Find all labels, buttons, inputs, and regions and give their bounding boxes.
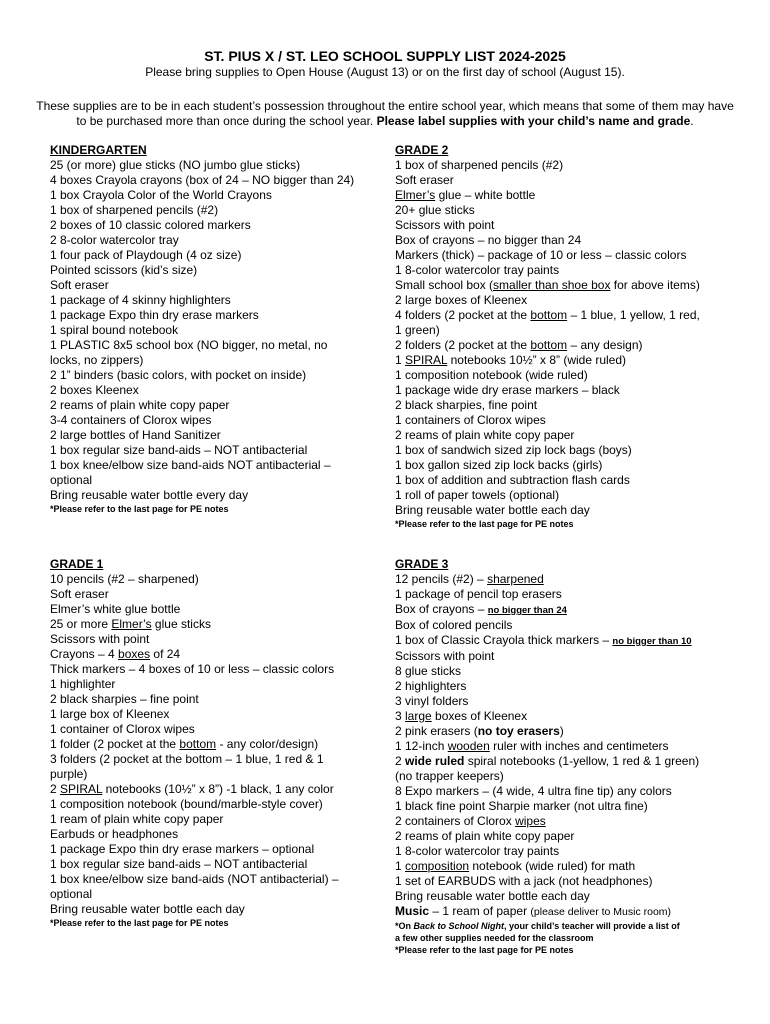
list-item: 1 SPIRAL notebooks 10½” x 8” (wide ruled): [395, 353, 627, 367]
list-item: Box of colored pencils: [395, 618, 513, 632]
list-item: Scissors with point: [395, 649, 495, 663]
list-item: Music – 1 ream of paper (please deliver to Music room): [395, 904, 672, 918]
grade1-heading: GRADE 1: [50, 557, 104, 571]
list-item: 8 Expo markers – (4 wide, 4 ultra fine tip) any colors: [395, 784, 672, 798]
list-item: 1 package wide dry erase markers – black: [395, 383, 620, 397]
list-item: 10 pencils (#2 – sharpened): [50, 572, 199, 586]
grade3-heading: GRADE 3: [395, 557, 449, 571]
list-item: 1 folder (2 pocket at the bottom - any color/design): [50, 737, 319, 751]
list-item: 1 box of addition and subtraction flash cards: [395, 473, 630, 487]
list-item: 1 composition notebook (wide ruled): [395, 368, 588, 382]
list-item: 2 black sharpies – fine point: [50, 692, 199, 706]
list-item: purple): [50, 767, 88, 781]
list-item: optional: [50, 473, 93, 487]
list-item: Bring reusable water bottle every day: [50, 488, 249, 502]
grade2-section: [395, 143, 700, 530]
grade2-heading: GRADE 2: [395, 143, 449, 157]
list-item: 25 or more Elmer’s glue sticks: [50, 617, 211, 631]
list-item: 3 large boxes of Kleenex: [395, 709, 528, 723]
list-item: 1 spiral bound notebook: [50, 323, 179, 337]
list-item: 2 8-color watercolor tray: [50, 233, 179, 247]
list-item: 2 wide ruled spiral notebooks (1-yellow, 1 red & 1 green): [395, 754, 700, 768]
list-item: 2 SPIRAL notebooks (10½” x 8”) -1 black, 1 any color: [50, 782, 334, 796]
intro-end: .: [690, 114, 694, 128]
list-item: 1 highlighter: [50, 677, 116, 691]
list-item: 2 black sharpies, fine point: [395, 398, 538, 412]
list-item: Scissors with point: [395, 218, 495, 232]
list-item: 1 box regular size band-aids – NOT antibacterial: [50, 443, 308, 457]
list-item: 2 pink erasers (no toy erasers): [395, 724, 564, 738]
list-item: 3 folders (2 pocket at the bottom – 1 blue, 1 red & 1: [50, 752, 324, 766]
list-item: 2 large boxes of Kleenex: [395, 293, 528, 307]
list-item: 1 box gallon sized zip lock backs (girls): [395, 458, 603, 472]
list-item: 1 containers of Clorox wipes: [395, 413, 546, 427]
list-item: Markers (thick) – package of 10 or less – classic colors: [395, 248, 687, 262]
list-item: 3-4 containers of Clorox wipes: [50, 413, 212, 427]
list-item: 4 boxes Crayola crayons (box of 24 – NO bigger than 24): [50, 173, 355, 187]
list-item: Soft eraser: [50, 587, 109, 601]
list-item: 2 1” binders (basic colors, with pocket on inside): [50, 368, 307, 382]
kindergarten-section: [50, 143, 354, 515]
list-item: 1 box of Classic Crayola thick markers – no bigger than 10: [395, 633, 692, 647]
grade3-back-to-school-note: *On Back to School Night, your child’s teacher will provide a list of: [395, 921, 680, 931]
list-item: 1 box Crayola Color of the World Crayons: [50, 188, 272, 202]
list-item: 1 ream of plain white copy paper: [50, 812, 224, 826]
list-item: 2 reams of plain white copy paper: [50, 398, 230, 412]
list-item: Soft eraser: [50, 278, 109, 292]
list-item: 1 four pack of Playdough (4 oz size): [50, 248, 242, 262]
list-item: Elmer’s glue – white bottle: [395, 188, 536, 202]
kindergarten-list: [50, 158, 354, 503]
list-item: Earbuds or headphones: [50, 827, 179, 841]
list-item: 2 containers of Clorox wipes: [395, 814, 546, 828]
list-item: Bring reusable water bottle each day: [395, 503, 590, 517]
list-item: 12 pencils (#2) – sharpened: [395, 572, 544, 586]
list-item: 1 box knee/elbow size band-aids NOT antibacterial –: [50, 458, 331, 472]
list-item: 1 8-color watercolor tray paints: [395, 263, 560, 277]
list-item: 20+ glue sticks: [395, 203, 475, 217]
list-item: 1 large box of Kleenex: [50, 707, 170, 721]
grade3-back-to-school-note-cont: a few other supplies needed for the classroom: [395, 933, 594, 943]
list-item: 2 boxes of 10 classic colored markers: [50, 218, 251, 232]
page-title: ST. PIUS X / ST. LEO SCHOOL SUPPLY LIST 2024-2025: [204, 48, 566, 64]
list-item: 1 roll of paper towels (optional): [395, 488, 560, 502]
list-item: locks, no zippers): [50, 353, 144, 367]
list-item: Pointed scissors (kid’s size): [50, 263, 198, 277]
list-item: 1 black fine point Sharpie marker (not ultra fine): [395, 799, 648, 813]
kindergarten-heading: KINDERGARTEN: [50, 143, 147, 157]
list-item: 2 reams of plain white copy paper: [395, 829, 575, 843]
list-item: 1 PLASTIC 8x5 school box (NO bigger, no metal, no: [50, 338, 328, 352]
grade3-section: [395, 557, 699, 956]
intro-bold-text: Please label supplies with your child’s name and grade: [376, 114, 691, 128]
list-item: 1 box knee/elbow size band-aids (NOT antibacterial) –: [50, 872, 339, 886]
list-item: Elmer’s white glue bottle: [50, 602, 181, 616]
list-item: Crayons – 4 boxes of 24: [50, 647, 181, 661]
intro-paragraph: [34, 99, 736, 129]
list-item: 1 composition notebook (bound/marble-style cover): [50, 797, 323, 811]
list-item: Bring reusable water bottle each day: [395, 889, 590, 903]
list-item: 2 reams of plain white copy paper: [395, 428, 575, 442]
list-item: Box of crayons – no bigger than 24: [395, 233, 582, 247]
list-item: 1 box of sharpened pencils (#2): [50, 203, 219, 217]
list-item: Bring reusable water bottle each day: [50, 902, 245, 916]
list-item: 1 container of Clorox wipes: [50, 722, 195, 736]
kindergarten-pe-note: *Please refer to the last page for PE notes: [50, 504, 229, 514]
list-item: (no trapper keepers): [395, 769, 504, 783]
list-item: 1 8-color watercolor tray paints: [395, 844, 560, 858]
list-item: 2 folders (2 pocket at the bottom – any design): [395, 338, 643, 352]
list-item: Box of crayons – no bigger than 24: [395, 602, 567, 616]
list-item: 2 highlighters: [395, 679, 467, 693]
list-item: 1 box regular size band-aids – NOT antibacterial: [50, 857, 308, 871]
intro-text: These supplies are to be in each student’s possession throughout the entire school year, which means that some of them may have to be purchased more than once during the school year.: [36, 99, 734, 128]
list-item: 1 green): [395, 323, 440, 337]
list-item: 1 12-inch wooden ruler with inches and centimeters: [395, 739, 669, 753]
list-item: 1 set of EARBUDS with a jack (not headphones): [395, 874, 653, 888]
grade1-pe-note: *Please refer to the last page for PE notes: [50, 918, 229, 928]
list-item: 2 large bottles of Hand Sanitizer: [50, 428, 221, 442]
list-item: 2 boxes Kleenex: [50, 383, 139, 397]
list-item: 1 composition notebook (wide ruled) for math: [395, 859, 636, 873]
list-item: 1 package of 4 skinny highlighters: [50, 293, 231, 307]
list-item: Thick markers – 4 boxes of 10 or less – classic colors: [50, 662, 335, 676]
list-item: 1 package Expo thin dry erase markers: [50, 308, 259, 322]
grade1-section: [50, 557, 339, 929]
list-item: optional: [50, 887, 93, 901]
list-item: 3 vinyl folders: [395, 694, 469, 708]
list-item: 8 glue sticks: [395, 664, 462, 678]
list-item: 1 box of sandwich sized zip lock bags (boys): [395, 443, 632, 457]
page-subtitle: Please bring supplies to Open House (August 13) or on the first day of school (August 15).: [145, 65, 625, 79]
list-item: 1 package of pencil top erasers: [395, 587, 562, 601]
list-item: Scissors with point: [50, 632, 150, 646]
list-item: 25 (or more) glue sticks (NO jumbo glue sticks): [50, 158, 301, 172]
grade2-pe-note: *Please refer to the last page for PE notes: [395, 519, 574, 529]
list-item: Soft eraser: [395, 173, 454, 187]
list-item: 4 folders (2 pocket at the bottom – 1 blue, 1 yellow, 1 red,: [395, 308, 700, 322]
grade3-pe-note: *Please refer to the last page for PE notes: [395, 945, 574, 955]
list-item: Small school box (smaller than shoe box for above items): [395, 278, 700, 292]
list-item: 1 box of sharpened pencils (#2): [395, 158, 564, 172]
list-item: 1 package Expo thin dry erase markers – optional: [50, 842, 315, 856]
